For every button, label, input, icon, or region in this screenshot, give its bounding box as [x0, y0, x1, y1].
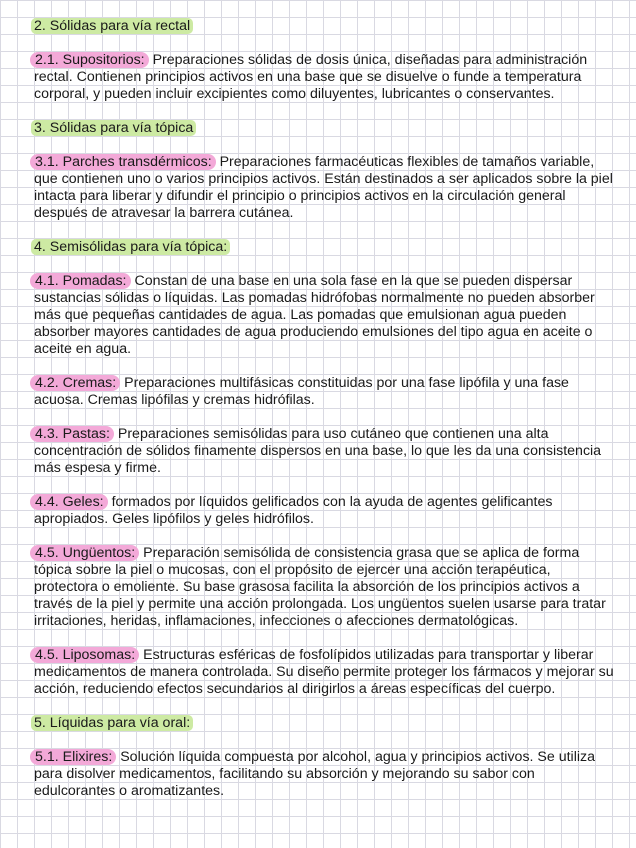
- heading-highlight: 3. Sólidas para vía tópica: [31, 120, 196, 136]
- term-highlight: 4.2. Cremas:: [30, 375, 120, 391]
- term-highlight: 2.1. Supositorios:: [30, 52, 149, 68]
- heading-highlight: 4. Semisólidas para vía tópica:: [31, 239, 230, 255]
- definition-paragraph: [34, 426, 614, 477]
- term-highlight: 4.5. Liposomas:: [30, 647, 139, 663]
- definition-text: Preparaciones multifásicas constituidas por una fase lipófila y una fase acuosa. Cremas lipófilas y cremas hidrófilas.: [34, 375, 569, 408]
- definition-text: Preparación semisólida de consistencia grasa que se aplica de forma tópica sobre la piel o mucosas, con el propósito de ejercer una acción terapéutica, protectora o emoliente. Su base grasosa facilita la absorción de los principios activos a través de la piel y permite una acción prolongada. Los ungüentos suelen usarse para tratar irritaciones, heridas, inflamaciones, infecciones o afecciones dermatológicas.: [34, 545, 606, 629]
- section-heading: [34, 715, 614, 732]
- section-heading: [34, 120, 614, 137]
- term-highlight: 4.1. Pomadas:: [30, 273, 131, 289]
- section-heading: [34, 239, 614, 256]
- definition-text: Solución líquida compuesta por alcohol, agua y principios activos. Se utiliza para disolver medicamentos, facilitando su absorción y mejorando su sabor con edulcorantes o aromatizantes.: [34, 749, 595, 799]
- definition-paragraph: [34, 494, 614, 528]
- definition-text: formados por líquidos gelificados con la ayuda de agentes gelificantes apropiados. Geles lipófilos y geles hidrófilos.: [34, 494, 553, 527]
- definition-paragraph: [34, 154, 614, 222]
- definition-paragraph: [34, 52, 614, 103]
- term-highlight: 3.1. Parches transdérmicos:: [30, 154, 216, 170]
- definition-paragraph: [34, 375, 614, 409]
- definition-paragraph: [34, 647, 614, 698]
- definition-text: Estructuras esféricas de fosfolípidos utilizadas para transportar y liberar medicamentos de manera controlada. Su diseño permite proteger los fármacos y mejorar su acción, reduciendo efectos secundarios al dirigirlos a áreas específicas del cuerpo.: [34, 647, 614, 697]
- definition-text: Preparaciones farmacéuticas flexibles de tamaños variable, que contienen uno o varios principios activos. Están destinados a ser aplicados sobre la piel intacta para liberar y difundir el principio o principios activos en la circulación general después de atravesar la barrera cutánea.: [34, 154, 613, 221]
- heading-highlight: 5. Líquidas para vía oral:: [31, 715, 193, 731]
- definition-text: Preparaciones semisólidas para uso cutáneo que contienen una alta concentración de sólidos finamente dispersos en una base, lo que les da una consistencia más espesa y firme.: [34, 426, 602, 476]
- heading-highlight: 2. Sólidas para vía rectal: [31, 18, 193, 34]
- definition-paragraph: [34, 545, 614, 630]
- definition-text: Preparaciones sólidas de dosis única, diseñadas para administración rectal. Contienen principios activos en una base que se disuelve o funde a temperatura corporal, y pueden incluir excipientes como diluyentes, lubricantes o conservantes.: [34, 52, 588, 102]
- term-highlight: 4.3. Pastas:: [30, 426, 114, 442]
- definition-paragraph: [34, 749, 614, 800]
- definition-text: Constan de una base en una sola fase en la que se pueden dispersar sustancias sólidas o líquidas. Las pomadas hidrófobas normalmente no pueden absorber más que pequeñas cantidades de agua. Las pomadas que emulsionan agua pueden absorber mayores cantidades de agua produciendo emulsiones del tipo agua en aceite o aceite en agua.: [34, 273, 595, 357]
- section-heading: [34, 18, 614, 35]
- term-highlight: 4.5. Ungüentos:: [30, 545, 139, 561]
- term-highlight: 5.1. Elixires:: [30, 749, 116, 765]
- term-highlight: 4.4. Geles:: [30, 494, 108, 510]
- definition-paragraph: [34, 273, 614, 358]
